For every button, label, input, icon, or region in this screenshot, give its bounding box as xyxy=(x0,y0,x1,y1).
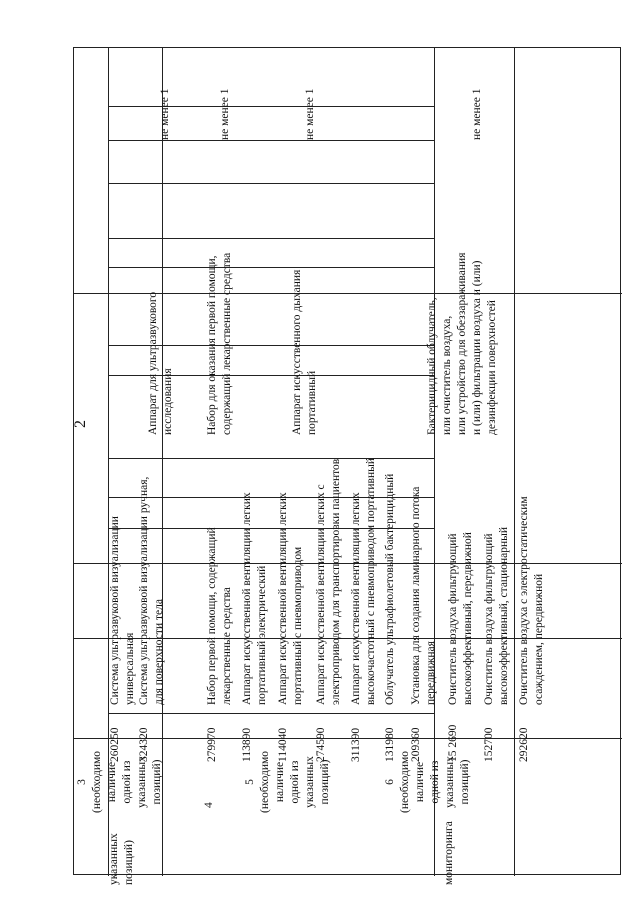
group-3-num: 3 (необходимо наличие одной из указанных позиций) xyxy=(76,750,163,813)
group-6-name-3: Очиститель воздуха фильтрующий высокоэффективный, передвижной xyxy=(447,532,474,705)
header-col1: указанных позиций) xyxy=(108,833,135,885)
page-number: 2 xyxy=(72,420,89,428)
group-5-name-1: Аппарат искусственной вентиляции легких портативный электрический xyxy=(241,492,268,705)
group-5-requirement: Аппарат искусственного дыхания портативный xyxy=(291,269,318,435)
group-6-num: 6 (необходимо наличие одной из указанных позиций) xyxy=(384,750,471,813)
group-6-name-1: Облучатель ультрафиолетовый бактерицидный xyxy=(384,473,396,705)
group-4-num: 4 xyxy=(203,802,215,808)
group-6-code-5: 292620 xyxy=(518,727,530,762)
group-6-name-4: Очиститель воздуха фильтрующий высокоэффективный, стационарный xyxy=(483,526,510,705)
group-6-code-2: 209360 xyxy=(410,727,422,762)
group-5-code-3: 274590 xyxy=(315,727,327,762)
group-3-code-1: 260250 xyxy=(109,727,121,762)
group-6-name-2: Установка для создания ламинарного потока передвижная xyxy=(410,486,437,705)
group-5-name-2: Аппарат искусственной вентиляции легких портативный с пневмоприводом xyxy=(277,492,304,705)
group-4-quantity: не менее 1 xyxy=(219,88,231,140)
group-5-code-2: 114040 xyxy=(277,727,289,762)
group-3-requirement: Аппарат для ультразвукового исследования xyxy=(147,291,174,435)
group-5-num: 5 (необходимо наличие одной из указанных позиций) xyxy=(244,750,331,813)
group-5-name-4: Аппарат искусственной вентиляции легких высокочастотный с пневмоприводом портативный xyxy=(350,457,377,705)
group-6-name-5: Очиститель воздуха с электростатическим осаждением, передвижной xyxy=(518,496,545,705)
group-3-code-2: 324320 xyxy=(138,727,150,762)
group-5-code-4: 311390 xyxy=(350,727,362,762)
group-6-code-1: 131980 xyxy=(384,727,396,762)
group-3-name-1: Система ультразвуковой визуализации универсальная xyxy=(109,516,136,705)
group-4-requirement: Набор для оказания первой помощи, содержащий лекарственные средства xyxy=(206,252,233,435)
group-6-requirement: Бактерицидный облучатель, или очиститель воздуха, или устройство для обеззараживания и (или) фильтрации воздуха и (или) дезинфекции поверхностей xyxy=(426,252,498,435)
group-5-name-3: Аппарат искусственной вентиляции легких с электроприводом для транспортировки пациентов xyxy=(315,458,342,705)
header-col4: мониторинга xyxy=(443,821,455,885)
group-4-name: Набор первой помощи, содержащий лекарственные средства xyxy=(206,527,233,705)
group-6-quantity: не менее 1 xyxy=(471,88,483,140)
group-3-name-2: Система ультразвуковой визуализации ручная, для поверхности тела xyxy=(138,476,165,705)
group-6-code-4: 152700 xyxy=(483,727,495,762)
group-6-code-3: 15 2690 xyxy=(447,724,459,762)
group-4-code: 279970 xyxy=(206,727,218,762)
group-3-quantity: не менее 1 xyxy=(159,88,171,140)
group-5-quantity: не менее 1 xyxy=(304,88,316,140)
group-5-code-1: 113890 xyxy=(241,727,253,762)
